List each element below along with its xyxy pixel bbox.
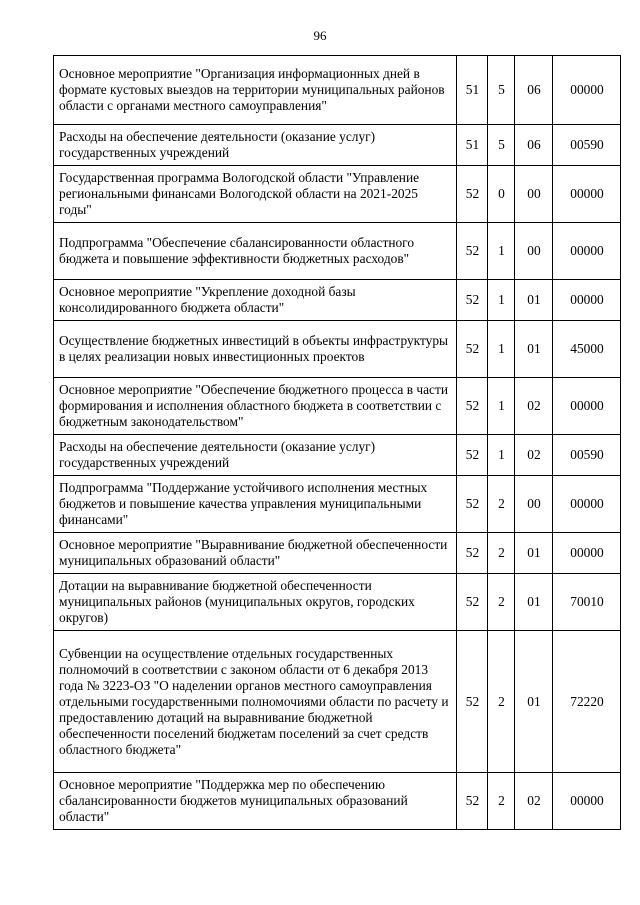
row-code-subprogram: 1: [488, 321, 515, 378]
table-row: [54, 280, 621, 321]
row-code-program: 52: [457, 631, 488, 773]
row-code-program: 51: [457, 125, 488, 166]
table-row: [54, 574, 621, 631]
row-code-direction: 00000: [553, 533, 621, 574]
row-code-event: 00: [515, 166, 553, 223]
row-code-direction: 70010: [553, 574, 621, 631]
table-row: [54, 773, 621, 830]
row-code-event: 01: [515, 574, 553, 631]
row-code-program: 51: [457, 56, 488, 125]
row-name: Основное мероприятие "Поддержка мер по обеспечению сбалансированности бюджетов муниципальных образований области": [54, 773, 457, 830]
table-row: [54, 378, 621, 435]
row-code-program: 52: [457, 773, 488, 830]
row-name: Основное мероприятие "Выравнивание бюджетной обеспеченности муниципальных образований области": [54, 533, 457, 574]
row-code-subprogram: 2: [488, 533, 515, 574]
row-code-subprogram: 2: [488, 574, 515, 631]
table-row: [54, 435, 621, 476]
row-code-direction: 00000: [553, 280, 621, 321]
table-row: [54, 56, 621, 125]
table-row: [54, 223, 621, 280]
row-code-subprogram: 0: [488, 166, 515, 223]
row-code-direction: 00000: [553, 56, 621, 125]
row-code-direction: 72220: [553, 631, 621, 773]
row-code-event: 00: [515, 223, 553, 280]
row-code-subprogram: 2: [488, 773, 515, 830]
row-code-direction: 00000: [553, 223, 621, 280]
row-name: Основное мероприятие "Укрепление доходной базы консолидированного бюджета области": [54, 280, 457, 321]
row-name: Подпрограмма "Обеспечение сбалансированности областного бюджета и повышение эффективности бюджетных расходов": [54, 223, 457, 280]
row-code-direction: 00000: [553, 166, 621, 223]
row-name: Государственная программа Вологодской области "Управление региональными финансами Вологодской области на 2021-2025 годы": [54, 166, 457, 223]
row-code-program: 52: [457, 378, 488, 435]
row-code-subprogram: 2: [488, 476, 515, 533]
row-code-event: 01: [515, 533, 553, 574]
row-code-direction: 00000: [553, 378, 621, 435]
row-code-subprogram: 1: [488, 223, 515, 280]
row-code-program: 52: [457, 166, 488, 223]
row-code-event: 01: [515, 631, 553, 773]
table-row: [54, 166, 621, 223]
row-code-subprogram: 2: [488, 631, 515, 773]
row-code-event: 01: [515, 280, 553, 321]
row-code-direction: 00000: [553, 773, 621, 830]
row-code-event: 06: [515, 56, 553, 125]
row-code-event: 06: [515, 125, 553, 166]
row-code-program: 52: [457, 533, 488, 574]
table-row: [54, 321, 621, 378]
table-row: [54, 533, 621, 574]
row-name: Подпрограмма "Поддержание устойчивого исполнения местных бюджетов и повышение качества управления муниципальными финансами": [54, 476, 457, 533]
row-name: Основное мероприятие "Обеспечение бюджетного процесса в части формирования и исполнения областного бюджета в соответствии с бюджетным законодательством": [54, 378, 457, 435]
row-code-subprogram: 1: [488, 435, 515, 476]
row-code-event: 02: [515, 773, 553, 830]
row-name: Субвенции на осуществление отдельных государственных полномочий в соответствии с законом области от 6 декабря 2013 года № 3223-ОЗ "О наделении органов местного самоуправления отдельными государственными полномочиями области по расчету и предоставлению дотаций на выравнивание бюджетной обеспеченности поселений бюджетам поселений за счет средств областного бюджета": [54, 631, 457, 773]
row-name: Дотации на выравнивание бюджетной обеспеченности муниципальных районов (муниципальных округов, городских округов): [54, 574, 457, 631]
row-code-program: 52: [457, 574, 488, 631]
row-code-program: 52: [457, 476, 488, 533]
budget-table: [53, 55, 621, 830]
table-row: [54, 476, 621, 533]
row-name: Основное мероприятие "Организация информационных дней в формате кустовых выездов на территории муниципальных районов области с органами местного самоуправления": [54, 56, 457, 125]
row-code-direction: 00590: [553, 125, 621, 166]
row-code-program: 52: [457, 223, 488, 280]
row-code-direction: 45000: [553, 321, 621, 378]
row-code-program: 52: [457, 435, 488, 476]
row-code-event: 02: [515, 435, 553, 476]
row-code-subprogram: 1: [488, 280, 515, 321]
row-code-subprogram: 5: [488, 56, 515, 125]
row-code-event: 00: [515, 476, 553, 533]
row-code-subprogram: 5: [488, 125, 515, 166]
row-code-event: 01: [515, 321, 553, 378]
row-code-event: 02: [515, 378, 553, 435]
row-code-direction: 00000: [553, 476, 621, 533]
row-code-program: 52: [457, 280, 488, 321]
row-name: Расходы на обеспечение деятельности (оказание услуг) государственных учреждений: [54, 435, 457, 476]
row-code-program: 52: [457, 321, 488, 378]
row-name: Расходы на обеспечение деятельности (оказание услуг) государственных учреждений: [54, 125, 457, 166]
row-code-subprogram: 1: [488, 378, 515, 435]
table-row: [54, 125, 621, 166]
table-row: [54, 631, 621, 773]
row-code-direction: 00590: [553, 435, 621, 476]
row-name: Осуществление бюджетных инвестиций в объекты инфраструктуры в целях реализации новых инвестиционных проектов: [54, 321, 457, 378]
page-number: 96: [313, 28, 327, 43]
